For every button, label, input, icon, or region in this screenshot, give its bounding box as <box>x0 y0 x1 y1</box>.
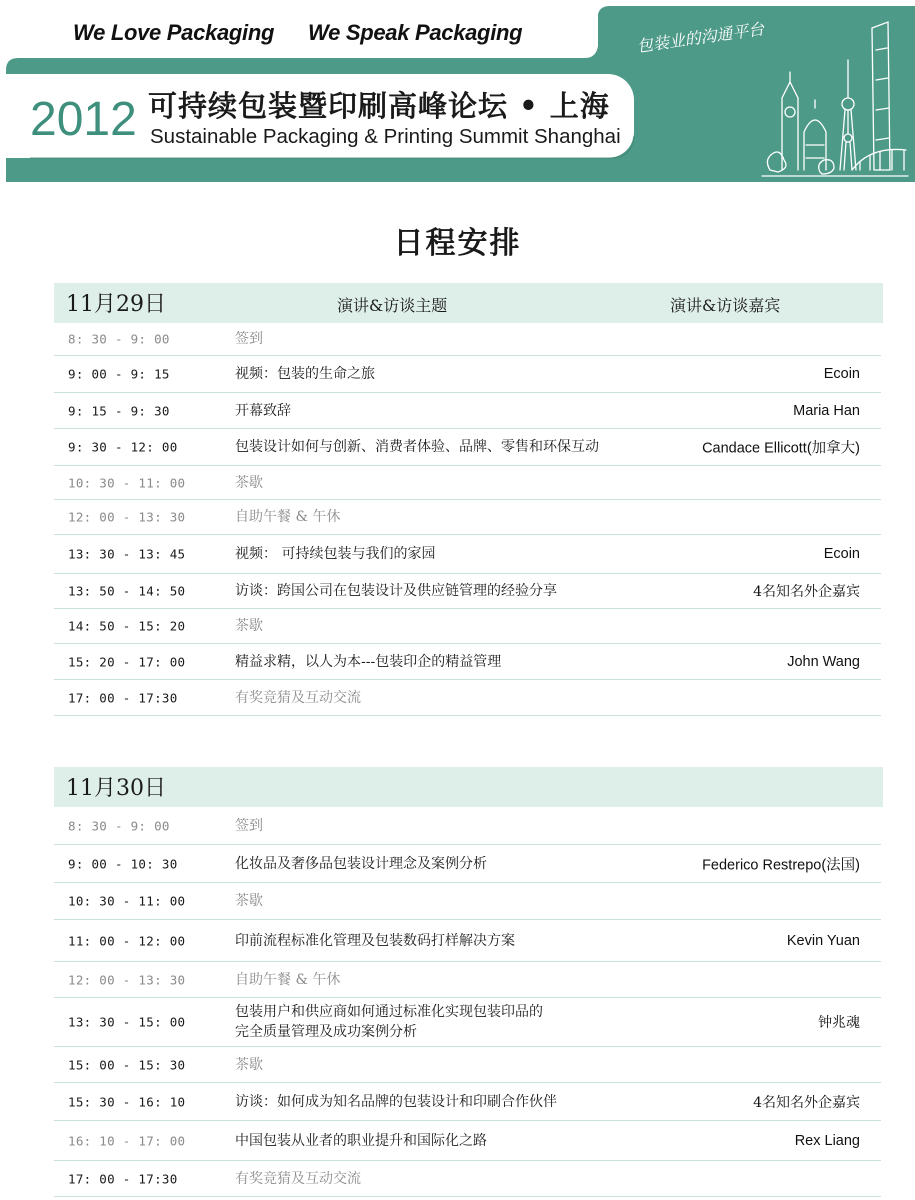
session-topic: 访谈：跨国公司在包装设计及供应链管理的经验分享 <box>235 583 557 599</box>
session-time: 15: 00 - 15: 30 <box>68 1057 186 1072</box>
schedule-row <box>54 883 881 920</box>
session-time: 8: 30 - 9: 00 <box>68 331 170 347</box>
page-title: 日程安排 <box>393 226 522 261</box>
session-speaker: 4名知名外企嘉宾 <box>753 1094 860 1111</box>
session-time: 9: 00 - 10: 30 <box>68 856 178 871</box>
schedule-row <box>54 998 881 1047</box>
day-1-header <box>54 283 883 323</box>
schedule-row <box>54 1121 881 1161</box>
session-time: 13: 50 - 14: 50 <box>68 583 186 599</box>
event-title-chinese: 可持续包装暨印刷高峰论坛 • 上海 <box>148 89 610 123</box>
header-banner <box>0 0 915 182</box>
schedule-row <box>54 962 881 998</box>
session-time: 13: 30 - 15: 00 <box>68 1014 186 1030</box>
slogan-we-speak-packaging: We Speak Packaging <box>308 20 523 45</box>
schedule-row <box>54 393 881 429</box>
session-topic: 开幕致辞 <box>235 402 291 419</box>
schedule-row <box>54 845 881 883</box>
schedule-row <box>54 466 881 500</box>
session-topic: 视频： 可持续包装与我们的家园 <box>235 546 436 562</box>
session-topic: 中国包装从业者的职业提升和国际化之路 <box>235 1132 487 1149</box>
session-speaker: Candace Ellicott(加拿大) <box>702 440 860 457</box>
session-topic: 视频：包装的生命之旅 <box>235 366 375 382</box>
shanghai-skyline-illustration <box>760 20 910 180</box>
session-time: 10: 30 - 11: 00 <box>68 475 186 490</box>
day-2-date: 11月30日 <box>66 776 166 801</box>
slogan-we-love-packaging: We Love Packaging <box>73 20 275 45</box>
session-speaker: 钟兆魂 <box>818 1015 860 1031</box>
session-topic: 签到 <box>235 817 263 834</box>
session-time: 14: 50 - 15: 20 <box>68 618 186 634</box>
schedule-row <box>54 644 881 680</box>
schedule-row <box>54 1083 881 1121</box>
schedule-row <box>54 920 881 962</box>
session-topic: 印前流程标准化管理及包装数码打样解决方案 <box>235 932 515 949</box>
session-time: 15: 20 - 17: 00 <box>68 654 186 669</box>
schedule-row <box>54 807 881 845</box>
column-header-speaker: 演讲&访谈嘉宾 <box>670 296 781 315</box>
schedule-row <box>54 1161 881 1197</box>
session-speaker: Federico Restrepo(法国) <box>702 857 860 873</box>
session-topic: 包装用户和供应商如何通过标准化实现包装印品的 完全质量管理及成功案例分析 <box>235 1004 543 1040</box>
session-topic: 有奖竞猜及互动交流 <box>235 689 361 706</box>
session-time: 9: 00 - 9: 15 <box>68 366 170 382</box>
schedule-row <box>54 535 881 574</box>
schedule-row <box>54 323 881 356</box>
session-topic: 茶歇 <box>235 618 263 634</box>
event-title-english: Sustainable Packaging & Printing Summit Shanghai <box>150 125 621 148</box>
day-1-schedule <box>54 323 881 716</box>
column-header-topic: 演讲&访谈主题 <box>337 296 448 315</box>
session-time: 16: 10 - 17: 00 <box>68 1133 186 1148</box>
session-time: 13: 30 - 13: 45 <box>68 546 186 562</box>
schedule-row <box>54 574 881 609</box>
session-topic: 有奖竞猜及互动交流 <box>235 1170 361 1187</box>
session-topic: 茶歇 <box>235 893 263 909</box>
schedule-row <box>54 609 881 644</box>
session-time: 9: 15 - 9: 30 <box>68 403 170 418</box>
session-speaker: Ecoin <box>823 366 860 382</box>
session-speaker: Maria Han <box>793 402 860 419</box>
day-2-schedule <box>54 807 881 1197</box>
event-tagline: 包装业的沟通平台 <box>635 19 766 56</box>
session-topic: 签到 <box>235 331 263 347</box>
session-speaker: 4名知名外企嘉宾 <box>753 584 860 600</box>
schedule-row <box>54 429 881 466</box>
session-topic: 自助午餐 & 午休 <box>235 509 341 525</box>
session-topic: 自助午餐 & 午休 <box>235 971 341 988</box>
session-time: 15: 30 - 16: 10 <box>68 1094 186 1109</box>
session-topic: 化妆品及奢侈品包装设计理念及案例分析 <box>235 855 487 872</box>
schedule-row <box>54 356 881 393</box>
event-year: 2012 <box>30 93 137 146</box>
session-time: 17: 00 - 17:30 <box>68 1171 178 1186</box>
day-2-header <box>54 767 883 807</box>
schedule-row <box>54 680 881 716</box>
session-speaker: Ecoin <box>823 546 860 562</box>
schedule-row <box>54 500 881 535</box>
session-time: 10: 30 - 11: 00 <box>68 893 186 909</box>
session-time: 11: 00 - 12: 00 <box>68 933 186 948</box>
session-topic: 茶歇 <box>235 474 263 491</box>
schedule-row <box>54 1047 881 1083</box>
session-time: 17: 00 - 17:30 <box>68 690 178 705</box>
session-topic: 访谈：如何成为知名品牌的包装设计和印刷合作伙伴 <box>235 1093 557 1110</box>
session-speaker: Kevin Yuan <box>786 932 860 949</box>
session-time: 8: 30 - 9: 00 <box>68 818 170 833</box>
session-time: 12: 00 - 13: 30 <box>68 509 186 525</box>
session-time: 9: 30 - 12: 00 <box>68 439 178 455</box>
session-topic: 包装设计如何与创新、消费者体验、品牌、零售和环保互动 <box>235 439 599 455</box>
session-topic: 茶歇 <box>235 1056 263 1073</box>
session-topic: 精益求精，以人为本---包装印企的精益管理 <box>235 653 502 670</box>
session-time: 12: 00 - 13: 30 <box>68 972 186 987</box>
session-speaker: Rex Liang <box>794 1132 860 1149</box>
session-speaker: John Wang <box>787 653 860 670</box>
day-1-date: 11月29日 <box>66 292 166 317</box>
